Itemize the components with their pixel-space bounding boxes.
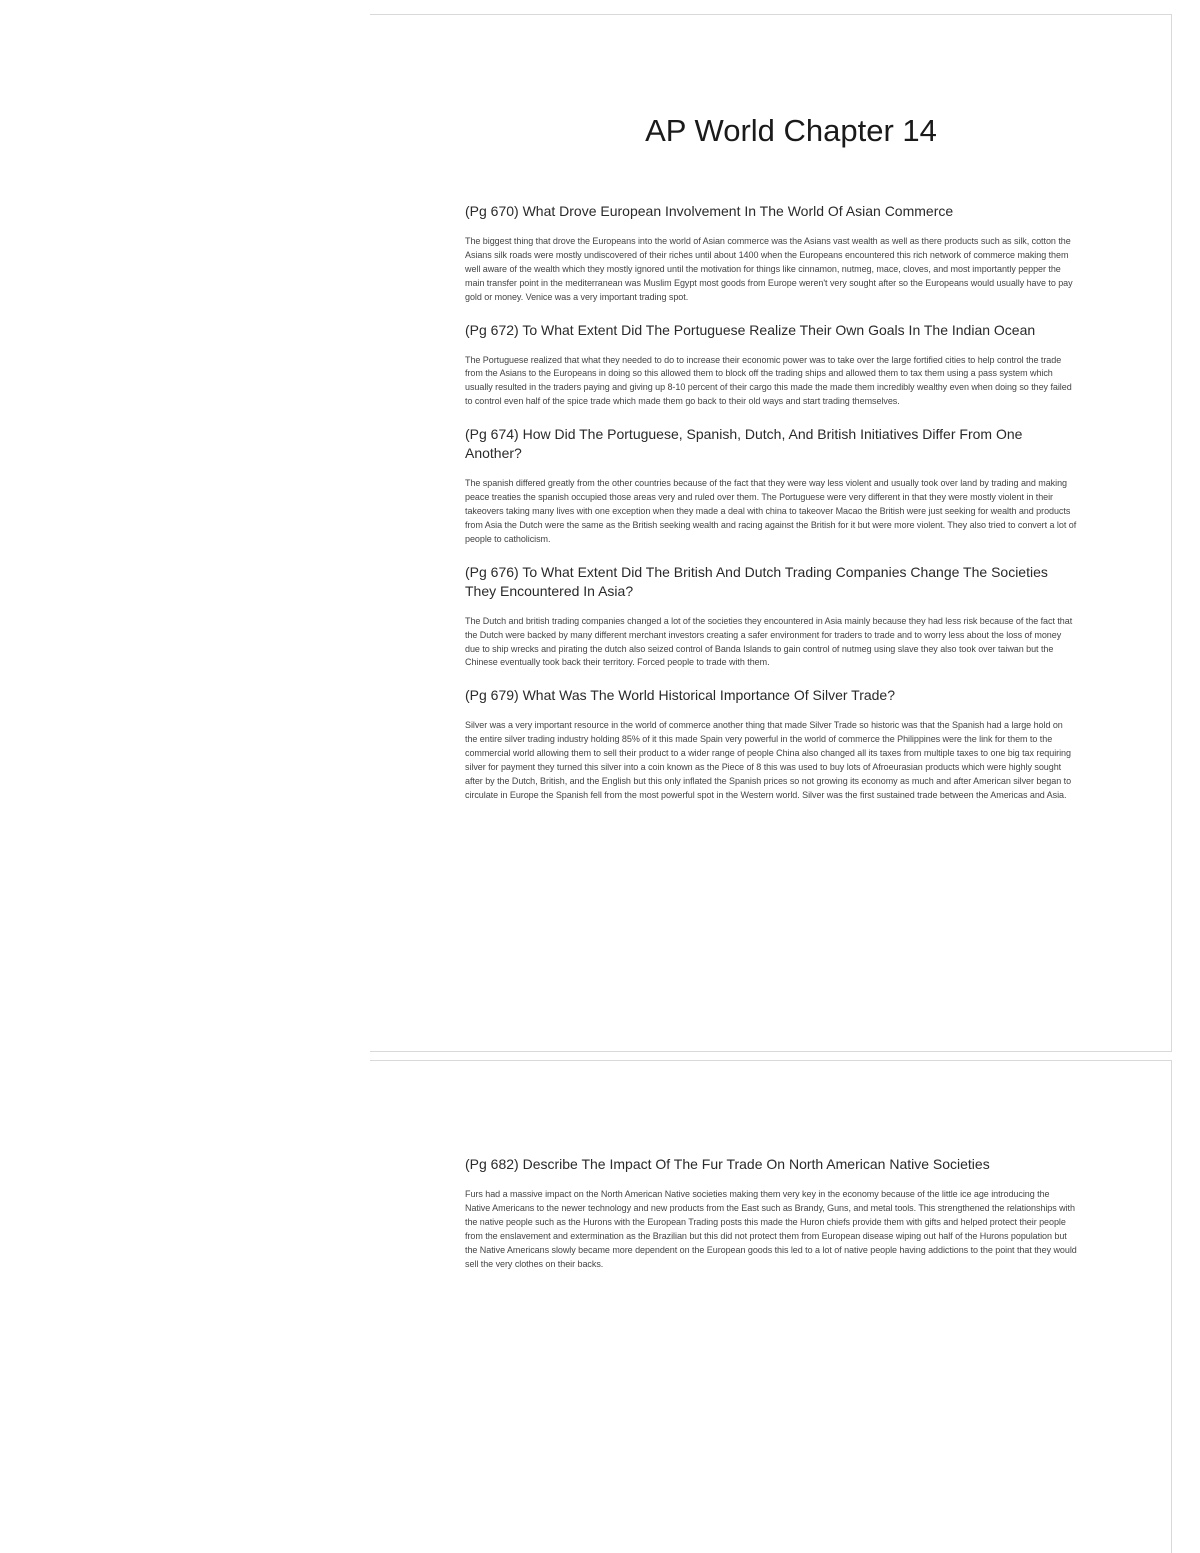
section-heading: (Pg 682) Describe The Impact Of The Fur Trade On North American Native Societies bbox=[465, 1156, 990, 1172]
section-heading: (Pg 679) What Was The World Historical Importance Of Silver Trade? bbox=[465, 687, 896, 704]
section-trading-companies bbox=[465, 563, 1077, 671]
document-title: AP World Chapter 14 bbox=[645, 113, 937, 148]
page-content bbox=[465, 111, 1077, 803]
page-content bbox=[465, 1155, 1077, 1271]
section-portuguese-goals bbox=[465, 321, 1077, 410]
section-body: The Dutch and british trading companies changed a lot of the societies they encountered in Asia mainly because they had less risk because of the fact that the Dutch were backed by many different merchant investors creating a safer environment for traders to trade and to worry less about the loss of money due to ship wrecks and pirating the dutch also seized control of Banda Islands to gain control of nutmeg using slave they also took over taiwan but the Chinese eventually took back their territory. Forced people to trade with them. bbox=[465, 615, 1073, 668]
document-page-1 bbox=[370, 14, 1172, 1052]
document-page-2 bbox=[370, 1060, 1172, 1553]
section-silver-trade bbox=[465, 686, 1077, 802]
section-initiatives-differ bbox=[465, 425, 1077, 547]
section-body: Silver was a very important resource in the world of commerce another thing that made Silver Trade so historic was that the Spanish had a large hold on the entire silver trading industry holding 85% of it this made Spain very powerful in the world of commerce the Philippines were the link for them to the commercial world allowing them to sell their product to a wider range of people China also changed all its taxes from multiple taxes to one big tax requiring silver for payment they turned this silver into a coin known as the Piece of 8 this was used to buy lots of Afroeurasian products which were highly sought after by the Dutch, British, and the English but this only inflated the Spanish prices so not growing its economy as much and after American silver began to circulate in Europe the Spanish fell from the most powerful spot in the Western world. Silver was the first sustained trade between the Americas and Asia. bbox=[465, 720, 1072, 800]
section-heading: (Pg 674) How Did The Portuguese, Spanish, Dutch, And British Initiatives Differ From One Another? bbox=[465, 426, 1023, 462]
section-heading: (Pg 672) To What Extent Did The Portuguese Realize Their Own Goals In The Indian Ocean bbox=[465, 321, 1036, 338]
section-body: The spanish differed greatly from the other countries because of the fact that they were way less violent and usually took over land by trading and making peace treaties the spanish occupied those areas very and ruled over them. The Portuguese were very different in that they were mostly violent in their takeovers taking many lives with one exception when they made a deal with china to takeover Macao the British were just seeking for wealth and products from Asia the Dutch were the same as the British seeking wealth and racing against the British for it but were more violent. They also tried to convert a lot of people to catholicism. bbox=[465, 478, 1077, 544]
section-body: The biggest thing that drove the Europeans into the world of Asian commerce was the Asians vast wealth as well as there products such as silk, cotton the Asians silk roads were mostly undiscovered of their riches until about 1400 when the Europeans encountered this rich network of commerce making them well aware of the wealth which they mostly ignored until the motivation for things like cinnamon, nutmeg, mace, cloves, and most importantly pepper the main transfer point in the mediterranean was Muslim Egypt most goods from Europe weren't very sought after so the Europeans would usually have to pay gold or money. Venice was a very important trading spot. bbox=[465, 236, 1073, 302]
section-body: Furs had a massive impact on the North American Native societies making them very key in the economy because of the little ice age introducing the Native Americans to the newer technology and new products from the East such as Brandy, Guns, and metal tools. This strengthened the relationships with the native people such as the Hurons with the European Trading posts this made the Huron chiefs provide them with gifts and helped protect their people from the enslavement and extermination as the Brazilian but this did not protect them from European disease wiping out half of the Hurons population but the Native Americans slowly became more dependent on the European goods this led to a lot of native people having addictions to the point that they would sell the very clothes on their backs. bbox=[465, 1189, 1077, 1269]
section-heading: (Pg 670) What Drove European Involvement In The World Of Asian Commerce bbox=[465, 203, 954, 219]
section-european-involvement bbox=[465, 202, 1077, 305]
section-fur-trade bbox=[465, 1155, 1077, 1271]
section-body: The Portuguese realized that what they needed to do to increase their economic power was to take over the large fortified cities to help control the trade from the Asians to the Europeans in doing so this allowed them to block off the trading ships and allowed them to tax them using a pass system which usually resulted in the traders paying and giving up 8-10 percent of their cargo this made the made them incredibly wealthy even when doing so they failed to control even half of the spice trade which made them go back to their old ways and start trading themselves. bbox=[465, 354, 1072, 407]
section-heading: (Pg 676) To What Extent Did The British And Dutch Trading Companies Change The Societies They Encountered In Asia? bbox=[465, 563, 1048, 599]
